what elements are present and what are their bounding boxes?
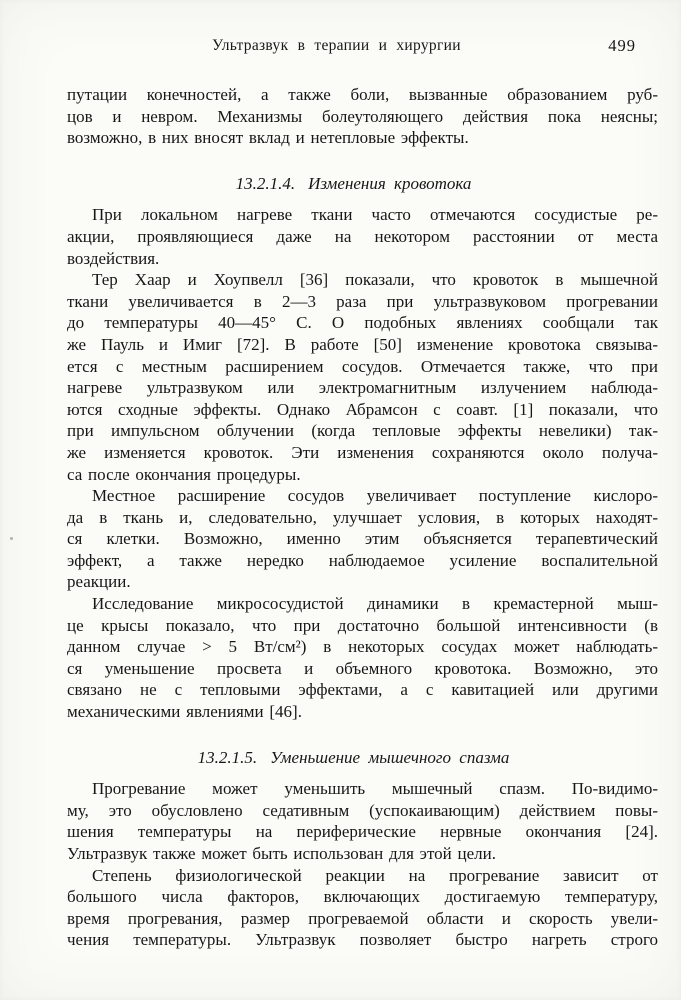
section-title: Уменьшение мышечного спазма — [270, 747, 510, 767]
text-line: ется с местным расширением сосудов. Отмечается также, что при — [67, 356, 658, 376]
scan-speck — [10, 537, 13, 540]
text-line: реакции. — [67, 572, 131, 592]
page-header — [67, 37, 658, 59]
text-line: время прогревания, размер прогреваемой области и скорость увели- — [67, 908, 658, 928]
text-line: акции, проявляющиеся даже на некотором расстоянии от места — [67, 226, 658, 246]
text-line: ся клетки. Возможно, именно этим объясняется терапевтический — [67, 529, 658, 549]
section-heading — [58, 747, 649, 769]
text-line: же изменяется кровоток. Эти изменения сохраняются около получа- — [67, 442, 658, 462]
text-line: шения температуры на периферические нервные окончания [24]. — [67, 822, 658, 842]
text-line: возможно, в них вносят вклад и нетепловые эффекты. — [67, 128, 469, 148]
text-line: связано не с тепловыми эффектами, а с кавитацией или другими — [67, 680, 658, 700]
text-line: При локальном нагреве ткани часто отмечаются сосудистые ре- — [92, 205, 658, 225]
text-line: Тер Хаар и Хоупвелл [36] показали, что кровоток в мышечной — [92, 270, 658, 290]
text-line: це крысы показало, что при достаточно большой интенсивности (в — [67, 615, 658, 635]
text-line: при импульсном облучении (когда тепловые эффекты невелики) так- — [67, 421, 658, 441]
text-line: нагреве ультразвуком или электромагнитным излучением наблюда- — [67, 378, 658, 398]
section-title: Изменения кровотока — [308, 173, 472, 193]
text-line: са после окончания процедуры. — [67, 464, 301, 484]
text-line: чения температуры. Ультразвук позволяет быстро нагреть строго — [67, 930, 658, 950]
text-line: Ультразвук также может быть использован для этой цели. — [67, 844, 496, 863]
text-line: же Пауль и Имиг [72]. В работе [50] изменение кровотока связыва- — [67, 334, 658, 354]
section-heading — [58, 173, 649, 195]
text-line: ся уменьшение просвета и объемного кровотока. Возможно, это — [67, 658, 658, 678]
section-number: 13.2.1.5. — [197, 747, 258, 767]
text-line: Местное расширение сосудов увеличивает поступление кислоро- — [92, 486, 658, 506]
text-line: до температуры 40—45° С. О подобных явлениях сообщали так — [67, 313, 658, 333]
text-line: эффект, а также нередко наблюдаемое усиление воспалительной — [67, 550, 658, 570]
text-line: механическими явлениями [46]. — [67, 702, 302, 722]
text-line: ткани увеличивается в 2—3 раза при ультразвуковом прогревании — [67, 291, 658, 311]
text-line: Степень физиологической реакции на прогревание зависит от — [92, 865, 658, 885]
text-line: воздействия. — [67, 248, 160, 268]
section-number: 13.2.1.4. — [235, 173, 296, 193]
text-line: Исследование микрососудистой динамики в кремастерной мыш- — [92, 594, 658, 614]
text-line: да в ткань и, следовательно, улучшает условия, в которых находят- — [67, 507, 658, 527]
text-line: Прогревание может уменьшить мышечный спазм. По-видимо- — [92, 779, 658, 799]
page-body — [67, 84, 658, 951]
text-line: путации конечностей, а также боли, вызванные образованием руб- — [67, 85, 658, 104]
text-line: ются сходные эффекты. Однако Абрамсон с соавт. [1] показали, что — [67, 399, 658, 419]
text-line: цов и невром. Механизмы болеутоляющего действия пока неясны; — [67, 106, 658, 126]
running-title: Ультразвук в терапии и хирургии — [212, 37, 461, 54]
text-line: му, это обусловлено седативным (успокаивающим) действием повы- — [67, 800, 658, 820]
text-line: данном случае > 5 Вт/см²) в некоторых сосудах может наблюдать- — [67, 637, 658, 657]
text-line: большого числа факторов, включающих достигаемую температуру, — [67, 887, 658, 907]
page-number: 499 — [608, 36, 636, 55]
